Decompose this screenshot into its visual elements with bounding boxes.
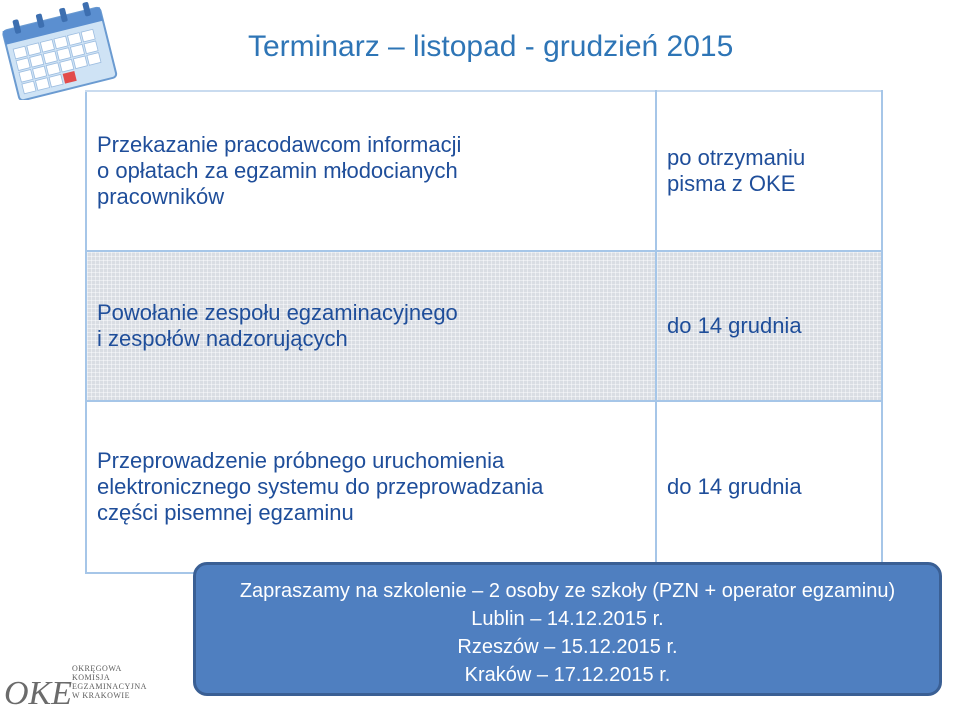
calendar-icon [0,0,130,100]
announcement-line: Kraków – 17.12.2015 r. [464,664,671,686]
table-row [86,251,882,401]
task-text: Przeprowadzenie próbnego uruchomienia elektronicznego systemu do przeprowadzania części pisemnej egzaminu [97,448,544,525]
deadline-cell [656,401,882,573]
announcement-line: Rzeszów – 15.12.2015 r. [457,636,678,658]
oke-logo-text: OKRĘGOWA KOMISJA EGZAMINACYJNA W KRAKOWIE [72,664,147,700]
task-text: Przekazanie pracodawcom informacji o opłatach za egzamin młodocianych pracowników [97,132,462,209]
deadline-cell [656,91,882,251]
task-cell [86,251,656,401]
task-text: Powołanie zespołu egzaminacyjnego i zespołów nadzorujących [97,300,458,351]
training-announcement [193,562,942,696]
table-row [86,401,882,573]
deadline-text: do 14 grudnia [667,474,802,499]
deadline-text: po otrzymaniu pisma z OKE [667,145,806,196]
deadline-text: do 14 grudnia [667,313,802,338]
schedule-table [85,90,883,574]
announcement-line: Zapraszamy na szkolenie – 2 osoby ze szkoły (PZN + operator egzaminu) [239,580,896,602]
deadline-cell [656,251,882,401]
oke-logo-mark: OKE [4,675,72,712]
announcement-line: Lublin – 14.12.2015 r. [471,608,664,630]
page-title: Terminarz – listopad - grudzień 2015 [248,30,734,63]
task-cell [86,91,656,251]
table-row [86,91,882,251]
task-cell [86,401,656,573]
